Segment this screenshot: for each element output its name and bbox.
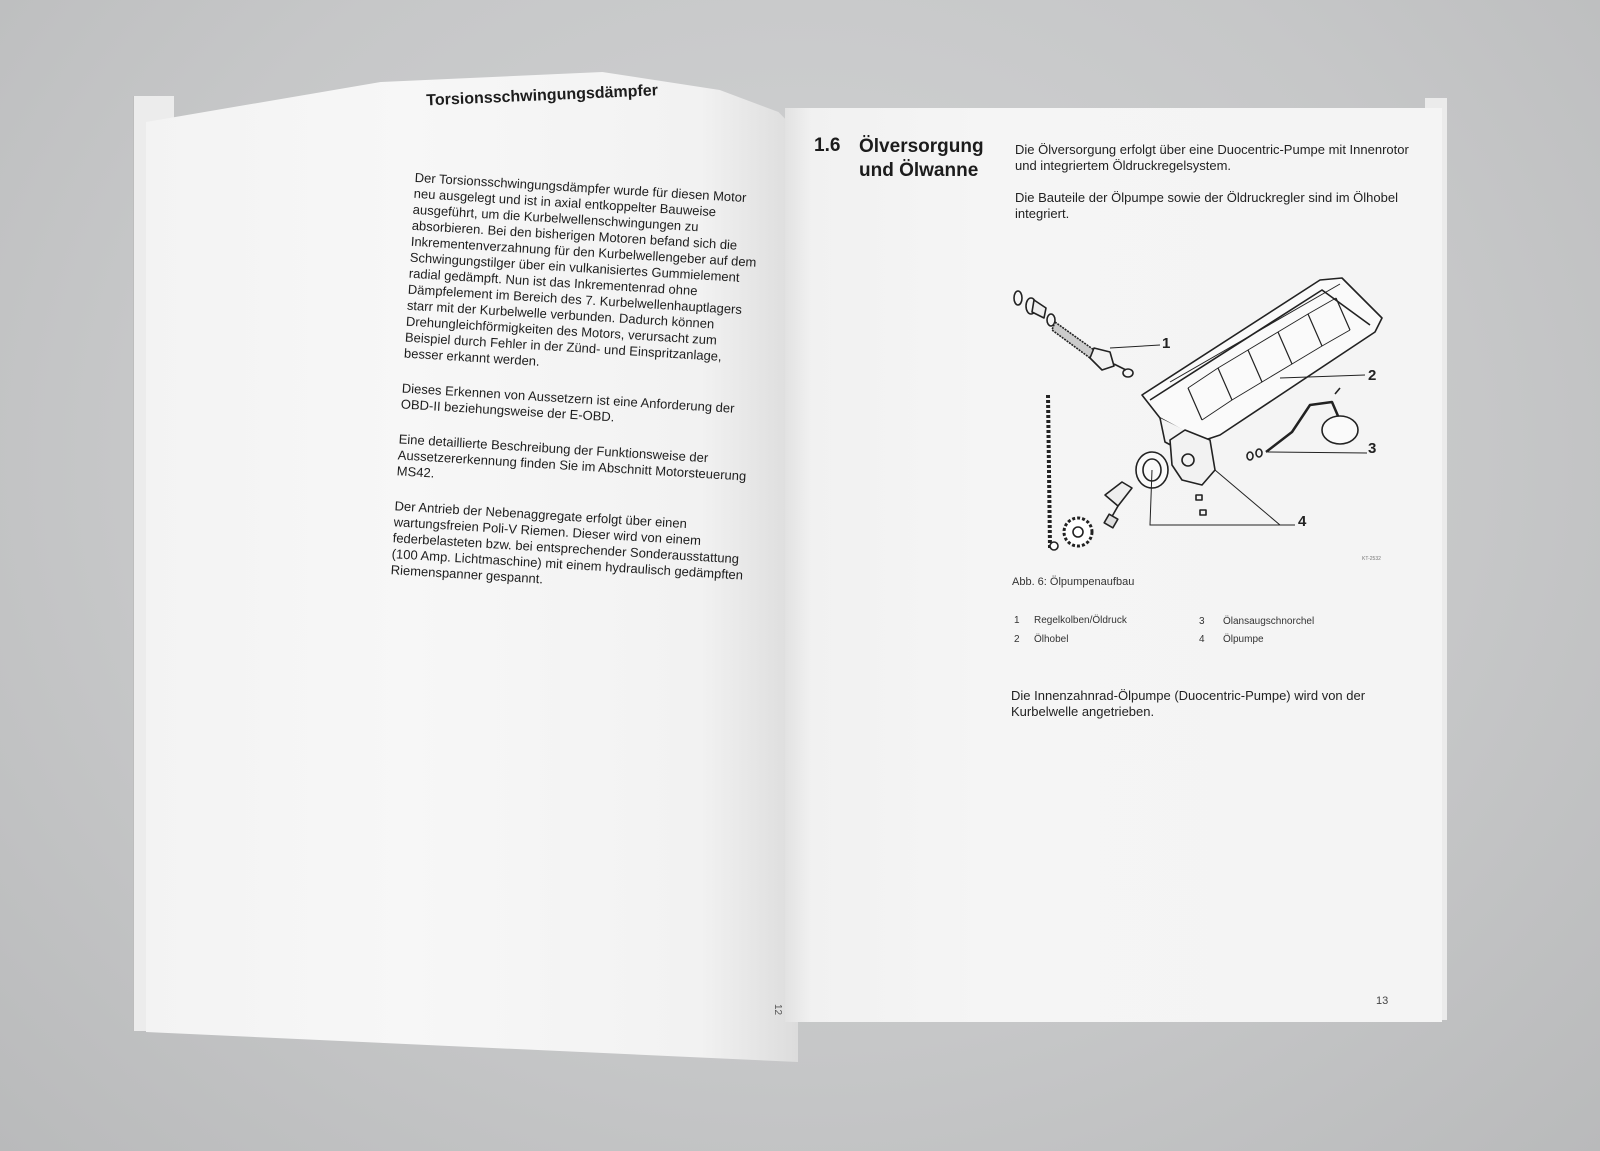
legend-item bbox=[1199, 634, 1264, 645]
intro-paragraph: Die Ölversorgung erfolgt über eine Duocentric-Pumpe mit Innenrotor und integriertem Öldruckregelsystem. bbox=[1015, 142, 1409, 173]
section-title bbox=[859, 135, 984, 183]
paragraph: Der Antrieb der Nebenaggregate erfolgt über einen wartungsfreien Poli-V Riemen. Dieser wird von einem federbelasteten bzw. bei entsprechender Sonderausstattung (100 Amp. Lichtmaschine) mit einem hydraulisch gedämpften Riemenspanner gespannt. bbox=[390, 498, 744, 587]
paragraph: Dieses Erkennen von Aussetzern ist eine Anforderung der OBD-II beziehungsweise der E-OBD. bbox=[400, 380, 735, 425]
legend-label: Ölhobel bbox=[1034, 634, 1069, 645]
oil-pump-diagram bbox=[1010, 270, 1400, 570]
paragraph: Der Torsionsschwingungsdämpfer wurde für diesen Motor neu ausgelegt und ist in axial entkoppelter Bauweise ausgeführt, um die Kurbelwellenschwingungen zu absorbieren. Bei den bisherigen Motoren befand sich die Inkrementenverzahnung für den Kurbelwellengeber auf dem Schwingungstilger über ein vulkanisiertes Gummielement radial gedämpft. Nun ist das Inkrementenrad ohne Dämpfelement im Bereich des 7. Kurbelwellenhauptlagers starr mit der Kurbelwelle verbunden. Dadurch können Drehungleichförmigkeiten des Motors, verursacht zum Beispiel durch Fehler in der Zünd- und Einspritzanlage, besser erkannt werden. bbox=[403, 169, 757, 369]
left-page-body bbox=[389, 170, 766, 619]
section-title-line: und Ölwanne bbox=[859, 160, 979, 181]
callout-label: 1 bbox=[1162, 335, 1171, 352]
legend-item bbox=[1014, 634, 1068, 645]
intro-paragraph: Die Bauteile der Ölpumpe sowie der Öldruckregler sind im Ölhobel integriert. bbox=[1015, 190, 1398, 221]
closing-paragraph: Die Innenzahnrad-Ölpumpe (Duocentric-Pumpe) wird von der Kurbelwelle angetrieben. bbox=[1011, 688, 1366, 719]
figure-code: KT-2532 bbox=[1362, 556, 1381, 562]
figure-caption: Abb. 6: Ölpumpenaufbau bbox=[1012, 576, 1135, 588]
paragraph: Eine detaillierte Beschreibung der Funktionsweise der Aussetzererkennung finden Sie im Abschnitt Motorsteuerung MS42. bbox=[396, 431, 747, 484]
legend-label: Ölpumpe bbox=[1223, 634, 1264, 645]
callout-label: 3 bbox=[1368, 440, 1377, 457]
callout-label: 4 bbox=[1298, 513, 1307, 530]
legend-item bbox=[1199, 616, 1314, 627]
legend-number: 1 bbox=[1014, 615, 1020, 626]
left-page-title: Torsionsschwingungsdämpfer bbox=[425, 82, 659, 110]
section-number: 1.6 bbox=[814, 135, 841, 156]
legend-label: Ölansaugschnorchel bbox=[1223, 616, 1315, 627]
callout-label: 2 bbox=[1368, 367, 1377, 384]
legend-number: 2 bbox=[1014, 634, 1020, 645]
section-title-line: Ölversorgung bbox=[859, 136, 984, 157]
legend-number: 3 bbox=[1199, 616, 1205, 627]
legend-number: 4 bbox=[1199, 634, 1205, 645]
right-page-number: 13 bbox=[1376, 995, 1389, 1007]
left-page-number: 12 bbox=[772, 1003, 784, 1016]
legend-label: Regelkolben/Öldruck bbox=[1034, 615, 1127, 626]
legend-item bbox=[1014, 615, 1127, 626]
